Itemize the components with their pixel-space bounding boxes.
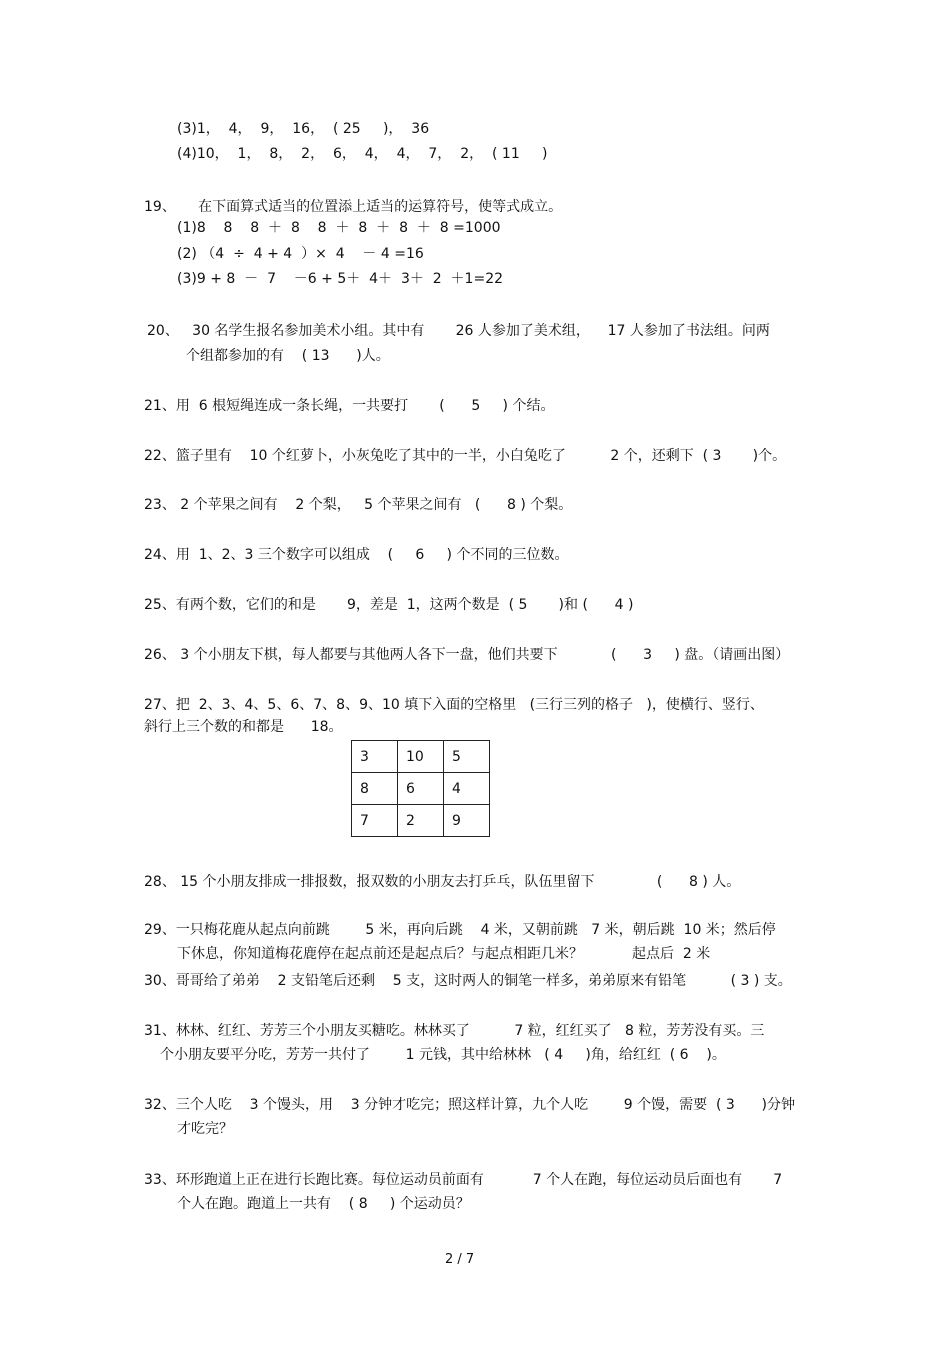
question-33: 33、环形跑道上正在进行长跑比赛。每位运动员前面有 7 个人在跑，每位运动员后面也有 7 — [144, 1172, 783, 1188]
question-33-cont: 个人在跑。跑道上一共有 ( 8 ) 个运动员？ — [177, 1196, 470, 1212]
grid-cell: 5 — [444, 741, 490, 773]
question-19: 19、 在下面算式适当的位置添上适当的运算符号，使等式成立。 — [144, 199, 563, 215]
grid-cell: 10 — [398, 741, 444, 773]
grid-row — [352, 741, 490, 773]
question-22: 22、篮子里有 10 个红萝卜，小灰兔吃了其中的一半，小白兔吃了 2 个，还剩下 ( 3 )个。 — [144, 448, 787, 464]
question-29-cont: 下休息，你知道梅花鹿停在起点前还是起点后？与起点相距几米？ 起点后 2 米 — [177, 946, 711, 962]
question-23: 23、 2 个苹果之间有 2 个梨， 5 个苹果之间有 ( 8 ) 个梨。 — [144, 497, 573, 513]
grid-cell: 6 — [398, 773, 444, 805]
question-31-cont: 个小朋友要平分吃，芳芳一共付了 1 元钱，其中给林林 ( 4 )角，给红红 ( 6 )。 — [160, 1047, 726, 1063]
grid-row — [352, 805, 490, 837]
grid-cell: 3 — [352, 741, 398, 773]
question-19-part-2: (2) （4 ÷ 4 + 4 ）× 4 － 4 =16 — [177, 246, 424, 262]
question-26: 26、 3 个小朋友下棋，每人都要与其他两人各下一盘，他们共要下 ( 3 ) 盘。（请画出图） — [144, 647, 790, 663]
question-20-cont: 个组都参加的有 ( 13 )人。 — [186, 348, 390, 364]
question-25: 25、有两个数，它们的和是 9，差是 1，这两个数是 ( 5 )和 ( 4 ) — [144, 597, 634, 613]
grid-cell: 7 — [352, 805, 398, 837]
grid-row — [352, 773, 490, 805]
grid-cell: 8 — [352, 773, 398, 805]
question-30: 30、哥哥给了弟弟 2 支铅笔后还剩 5 支，这时两人的铜笔一样多，弟弟原来有铅笔 ( 3 ) 支。 — [144, 973, 792, 989]
magic-square-grid — [351, 740, 490, 837]
question-19-part-3: (3)9 + 8 － 7 －6 + 5＋ 4＋ 3＋ 2 ＋1=22 — [177, 271, 504, 287]
page-number: 2 / 7 — [445, 1252, 475, 1267]
grid-cell: 4 — [444, 773, 490, 805]
question-28: 28、 15 个小朋友排成一排报数，报双数的小朋友去打乒乓，队伍里留下 ( 8 ) 人。 — [144, 874, 741, 890]
sequence-3: (3)1， 4， 9， 16， ( 25 )， 36 — [177, 121, 430, 137]
question-32: 32、三个人吃 3 个馒头，用 3 分钟才吃完；照这样计算，九个人吃 9 个馒，需要 ( 3 )分钟 — [144, 1097, 795, 1113]
grid-cell: 2 — [398, 805, 444, 837]
question-19-part-1: (1)8 8 8 ＋ 8 8 ＋ 8 ＋ 8 ＋ 8 =1000 — [177, 220, 501, 236]
question-27: 27、把 2、3、4、5、6、7、8、9、10 填下入面的空格里 (三行三列的格子 )，使横行、竖行、 — [144, 697, 764, 713]
question-32-cont: 才吃完？ — [177, 1121, 233, 1137]
question-31: 31、林林、红红、芳芳三个小朋友买糖吃。林林买了 7 粒，红红买了 8 粒，芳芳没有买。三 — [144, 1023, 765, 1039]
question-20: 20、 30 名学生报名参加美术小组。其中有 26 人参加了美术组， 17 人参加了书法组。问两 — [147, 323, 770, 339]
question-29: 29、一只梅花鹿从起点向前跳 5 米，再向后跳 4 米，又朝前跳 7 米，朝后跳 10 米；然后停 — [144, 922, 776, 938]
question-24: 24、用 1、2、3 三个数字可以组成 ( 6 ) 个不同的三位数。 — [144, 547, 569, 563]
grid-cell: 9 — [444, 805, 490, 837]
sequence-4: (4)10， 1， 8， 2， 6， 4， 4， 7， 2， ( 11 ) — [177, 146, 548, 162]
question-27-cont: 斜行上三个数的和都是 18。 — [144, 719, 343, 735]
question-21: 21、用 6 根短绳连成一条长绳，一共要打 ( 5 ) 个结。 — [144, 398, 555, 414]
